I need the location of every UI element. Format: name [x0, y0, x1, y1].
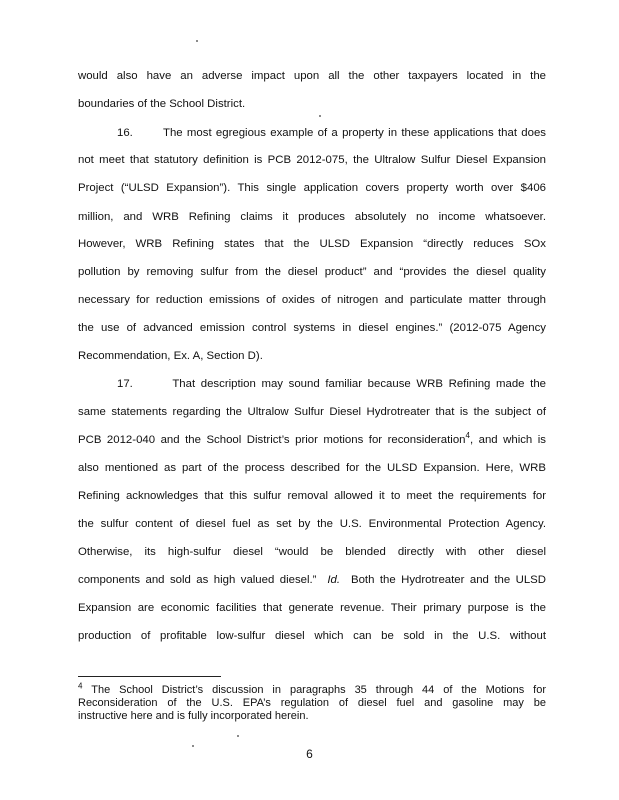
id-citation: Id. [327, 574, 341, 586]
body-line-with-footnote-ref [78, 433, 546, 447]
footnote-line [78, 681, 546, 697]
body-text: components and sold as high valued diesel.” [78, 574, 317, 586]
body-line: necessary for reduction emissions of oxides of nitrogen and particulate matter through [78, 294, 546, 306]
paragraph-17-first-line: 17. That description may sound familiar because WRB Refining made the [117, 378, 546, 390]
body-line: production of profitable low-sulfur diesel which can be sold in the U.S. without [78, 630, 546, 642]
body-line: Refining acknowledges that this sulfur removal allowed it to meet the requirements for [78, 490, 546, 502]
body-line: Recommendation, Ex. A, Section D). [78, 350, 263, 362]
body-line: million, and WRB Refining claims it produces absolutely no income whatsoever. [78, 211, 546, 223]
body-line: boundaries of the School District. [78, 98, 246, 110]
body-line: However, WRB Refining states that the ULSD Expansion “directly reduces SOx [78, 238, 546, 250]
body-text: PCB 2012-040 and the School District’s prior motions for reconsideration [78, 434, 466, 446]
footnote-text: The School District’s discussion in paragraphs 35 through 44 of the Motions for [82, 684, 546, 696]
body-text: , and which is [469, 434, 547, 446]
body-line: Expansion are economic facilities that generate revenue. Their primary purpose is the [78, 602, 546, 614]
body-text: Both the Hydrotreater and the ULSD [350, 574, 546, 586]
paragraph-16-first-line: 16. The most egregious example of a property in these applications that does [117, 127, 546, 139]
page-number: 6 [306, 747, 313, 761]
footnote-reference[interactable]: 4 [465, 431, 470, 441]
body-line: not meet that statutory definition is PCB 2012-075, the Ultralow Sulfur Diesel Expansion [78, 154, 546, 166]
body-line-with-citation [78, 573, 546, 587]
scan-speck [319, 115, 321, 117]
body-line: same statements regarding the Ultralow Sulfur Diesel Hydrotreater that is the subject of [78, 406, 546, 418]
footnote-marker: 4 [78, 681, 83, 691]
footnote-line: Reconsideration of the U.S. EPA’s regulation of diesel fuel and gasoline may be [78, 697, 546, 709]
scan-speck [237, 735, 239, 737]
body-line: Project (“ULSD Expansion”). This single application covers property worth over $406 [78, 182, 546, 194]
body-line: Otherwise, its high-sulfur diesel “would be blended directly with other diesel [78, 546, 546, 558]
scan-speck [192, 745, 194, 747]
footnote-line: instructive here and is fully incorporated herein. [78, 710, 309, 722]
scan-speck [196, 40, 198, 42]
body-line: the sulfur content of diesel fuel as set by the U.S. Environmental Protection Agency. [78, 518, 546, 530]
body-line: the use of advanced emission control systems in diesel engines.” (2012-075 Agency [78, 322, 546, 334]
body-line: also mentioned as part of the process described for the ULSD Expansion. Here, WRB [78, 462, 546, 474]
body-line: pollution by removing sulfur from the diesel product” and “provides the diesel quality [78, 266, 546, 278]
footnote-separator [78, 676, 221, 677]
body-line: would also have an adverse impact upon all the other taxpayers located in the [78, 70, 546, 82]
